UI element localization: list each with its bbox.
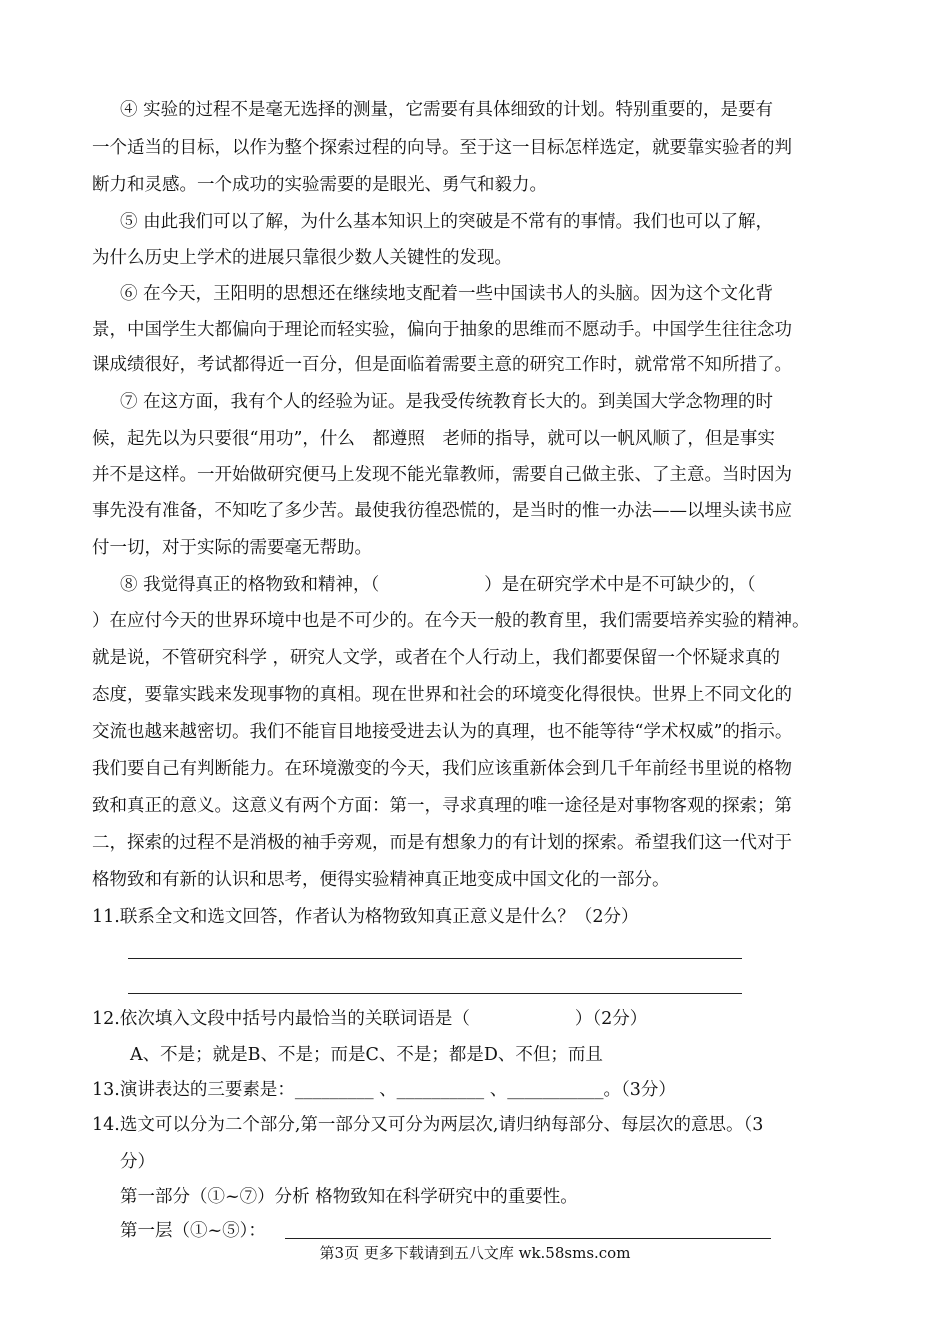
passage-line: 候，起先以为只要很“用功”，什么 都遵照 老师的指导，就可以一帆风顺了，但是事实: [92, 429, 775, 449]
passage-line: ⑥ 在今天，王阳明的思想还在继续地支配着一些中国读书人的头脑。因为这个文化背: [120, 284, 774, 304]
answer-line-q11-1[interactable]: [128, 958, 742, 959]
passage-line: 二，探索的过程不是消极的袖手旁观，而是有想象力的有计划的探索。希望我们这一代对于: [92, 833, 792, 853]
question-13: 13.演讲表达的三要素是：_________ 、__________ 、___________。（3分）: [92, 1080, 676, 1100]
passage-line: ⑦ 在这方面，我有个人的经验为证。是我受传统教育长大的。到美国大学念物理的时: [120, 392, 774, 412]
passage-line: 事先没有准备，不知吃了多少苦。最使我彷徨恐慌的，是当时的惟一办法——以埋头读书应: [92, 501, 792, 521]
question-11: 11.联系全文和选文回答，作者认为格物致知真正意义是什么？（2分）: [92, 907, 639, 927]
answer-line-q11-2[interactable]: [128, 993, 742, 994]
passage-line: 断力和灵感。一个成功的实验需要的是眼光、勇气和毅力。: [92, 175, 547, 195]
passage-line: 致和真正的意义。这意义有两个方面：第一，寻求真理的唯一途径是对事物客观的探索；第: [92, 796, 792, 816]
question-12: 12.依次填入文段中括号内最恰当的关联词语是（ ）（2分）: [92, 1009, 648, 1029]
passage-line: 交流也越来越密切。我们不能盲目地接受进去认为的真理，也不能等待“学术权威”的指示。: [92, 722, 793, 742]
passage-line: 景，中国学生大都偏向于理论而轻实验，偏向于抽象的思维而不愿动手。中国学生往往念功: [92, 320, 792, 340]
question-12-options: A、不是；就是B、不是；而是C、不是；都是D、不但；而且: [130, 1045, 603, 1065]
passage-line: 就是说，不管研究科学 ，研究人文学，或者在个人行动上，我们都要保留一个怀疑求真的: [92, 648, 781, 668]
passage-line: 并不是这样。一开始做研究便马上发现不能光靠教师，需要自己做主张、了主意。当时因为: [92, 465, 792, 485]
passage-line: ）在应付今天的世界环境中也是不可少的。在今天一般的教育里，我们需要培养实验的精神。: [92, 611, 810, 631]
passage-line: 一个适当的目标，以作为整个探索过程的向导。至于这一目标怎样选定，就要靠实验者的判: [92, 138, 792, 158]
passage-line: 格物致和有新的认识和思考，便得实验精神真正地变成中国文化的一部分。: [92, 870, 670, 890]
passage-line: 付一切，对于实际的需要毫无帮助。: [92, 538, 372, 558]
question-14-part1: 第一部分（①~⑦）分析 格物致知在科学研究中的重要性。: [120, 1187, 578, 1207]
question-14-layer1: 第一层（①~⑤）：: [120, 1221, 266, 1241]
question-14-cont: 分）: [120, 1152, 155, 1172]
passage-line: ⑧ 我觉得真正的格物致和精神，（ ）是在研究学术中是不可缺少的，（: [120, 575, 756, 595]
passage-line: 为什么历史上学术的进展只靠很少数人关键性的发现。: [92, 248, 512, 268]
page-footer: 第3页 更多下载请到五八文库 wk.58sms.com: [319, 1244, 631, 1262]
answer-line-q14-layer1[interactable]: [285, 1238, 771, 1239]
passage-line: 课成绩很好，考试都得近一百分，但是面临着需要主意的研究工作时，就常常不知所措了。: [92, 355, 792, 375]
passage-line: 我们要自己有判断能力。在环境激变的今天，我们应该重新体会到几千年前经书里说的格物: [92, 759, 792, 779]
question-14: 14.选文可以分为二个部分,第一部分又可分为两层次,请归纳每部分、每层次的意思。（3: [92, 1115, 764, 1135]
passage-line: 态度，要靠实践来发现事物的真相。现在世界和社会的环境变化得很快。世界上不同文化的: [92, 685, 792, 705]
passage-line: ⑤ 由此我们可以了解，为什么基本知识上的突破是不常有的事情。我们也可以了解，: [120, 212, 774, 232]
passage-line: ④ 实验的过程不是毫无选择的测量，它需要有具体细致的计划。特别重要的，是要有: [120, 100, 774, 120]
